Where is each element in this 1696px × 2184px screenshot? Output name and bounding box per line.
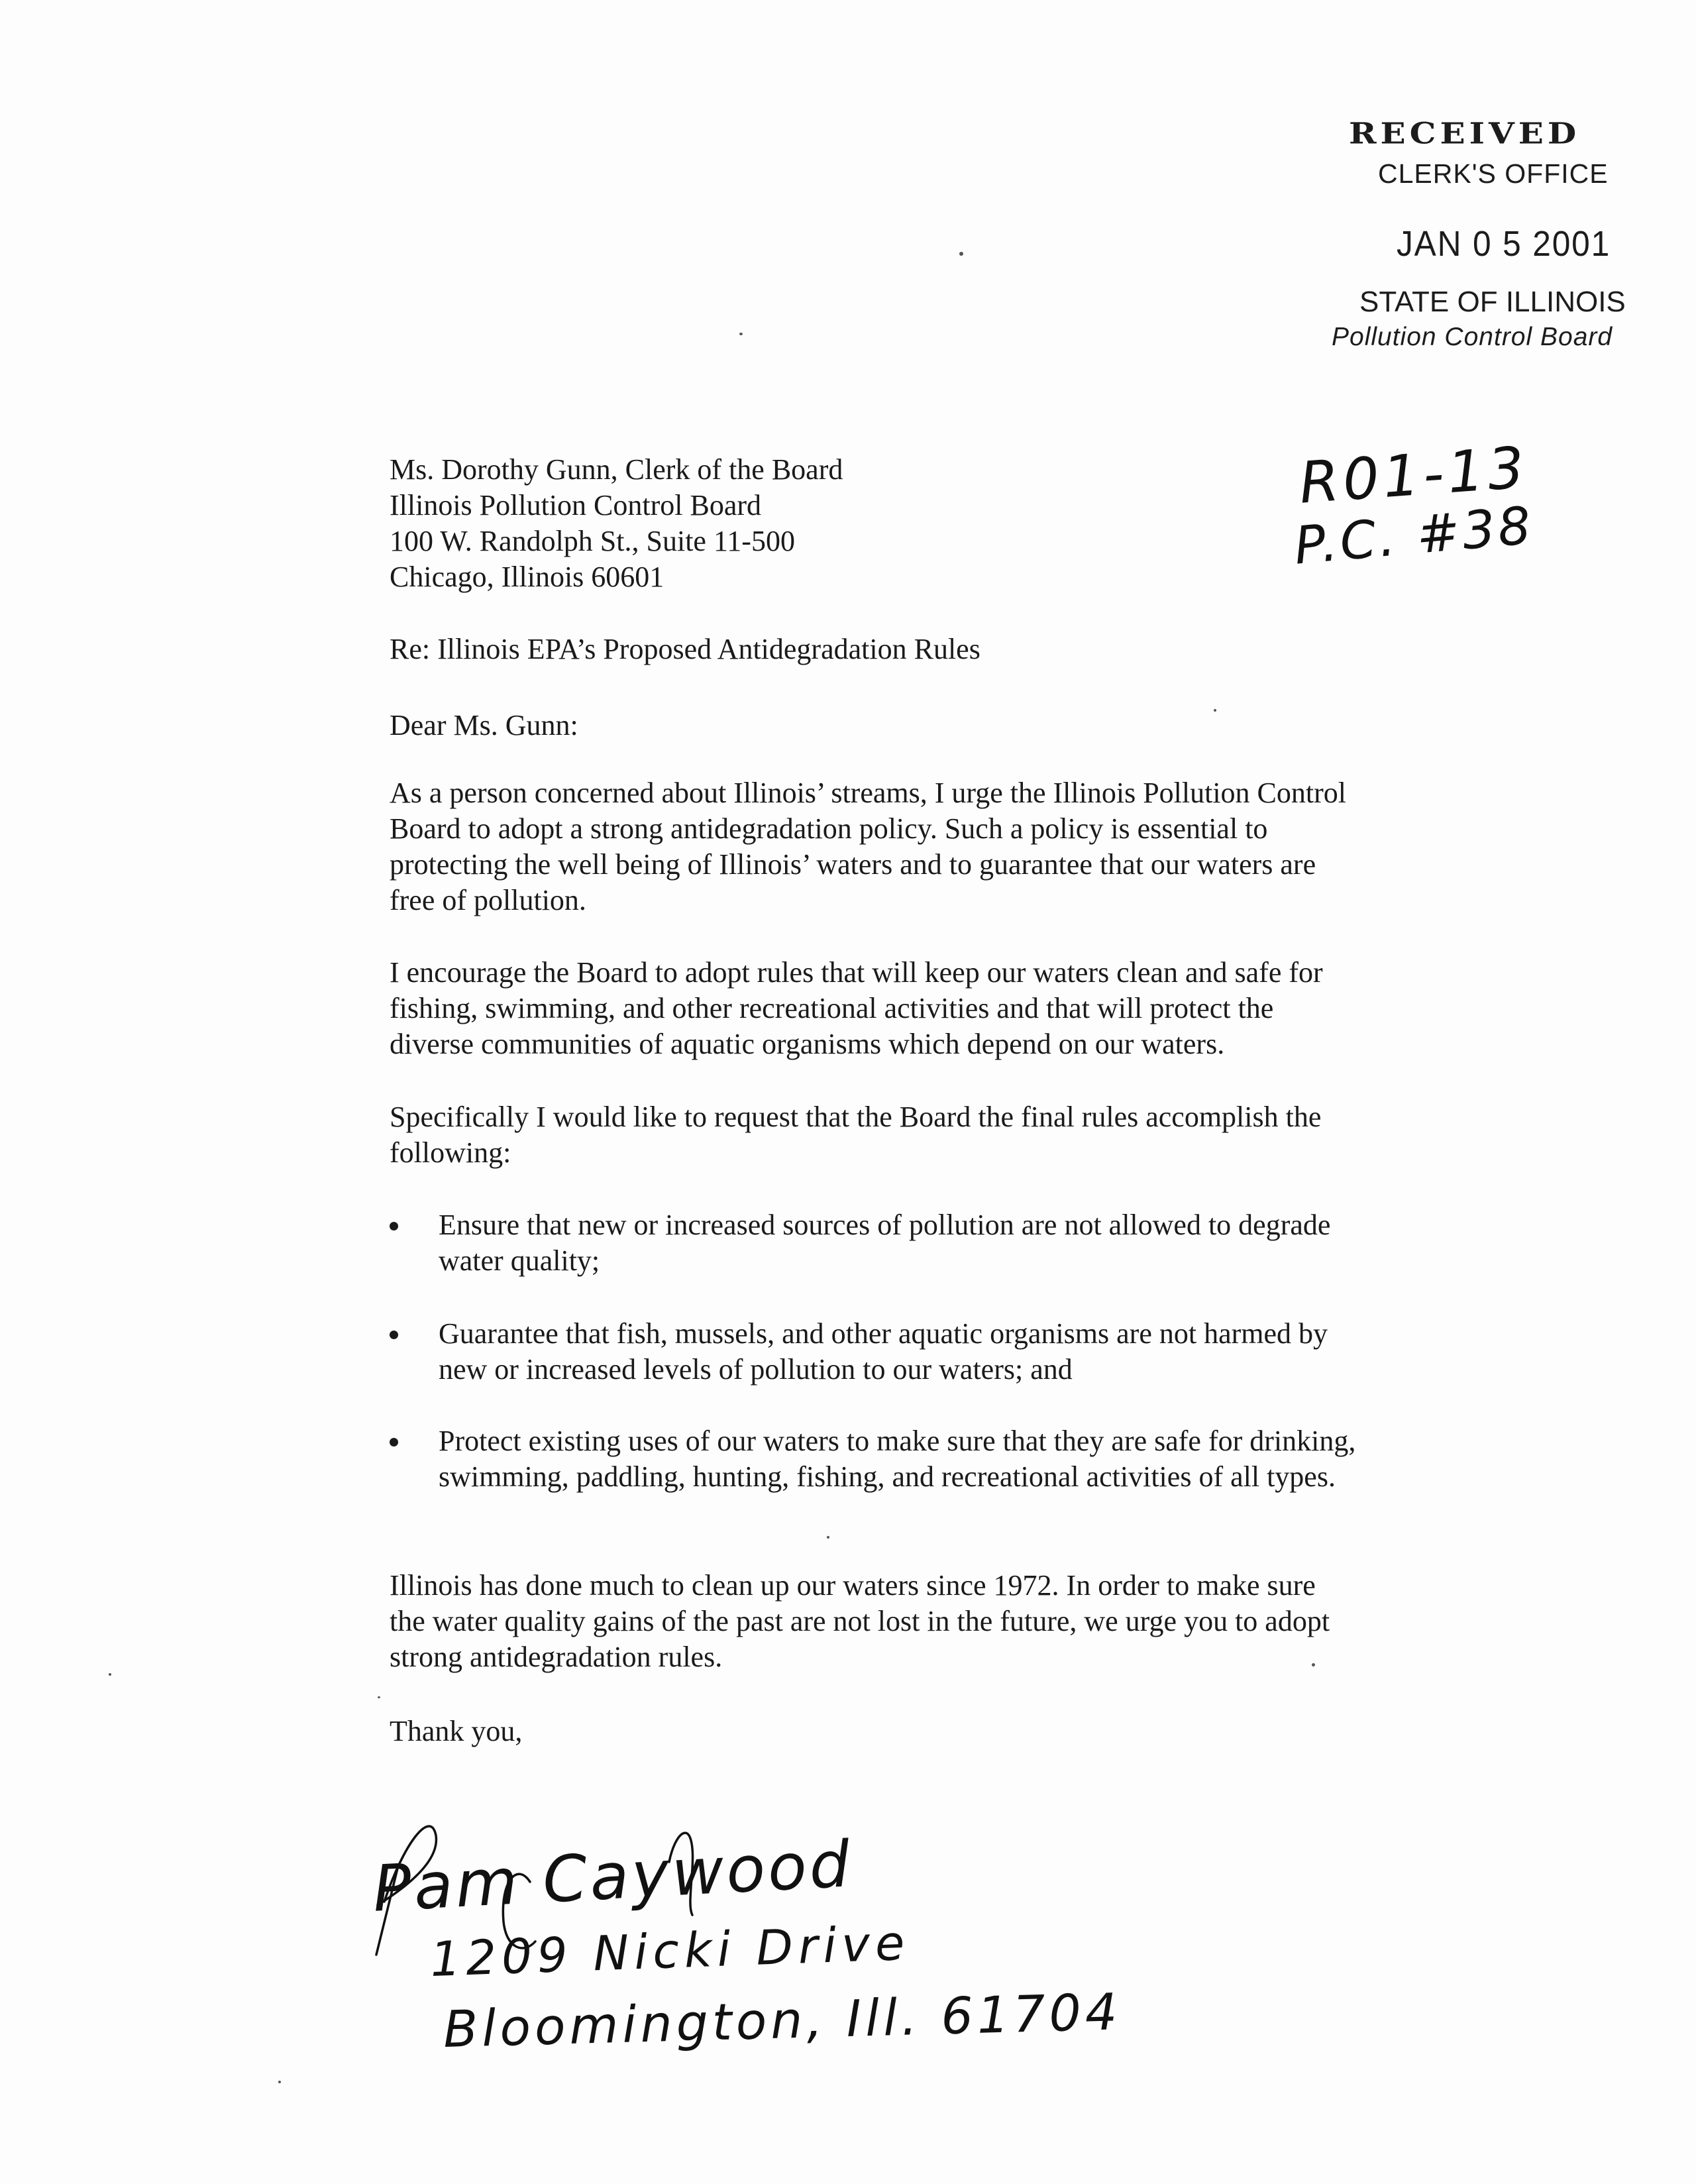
- bullet-icon: [390, 1331, 398, 1339]
- recipient-address: [390, 452, 843, 595]
- paragraph-line: Board to adopt a strong antidegradation policy. Such a policy is essential to: [390, 812, 1268, 845]
- signature-name: Pam Caywood: [371, 1827, 855, 1926]
- docket-note-line2: P.C. #38: [1292, 496, 1536, 576]
- paragraph-line: diverse communities of aquatic organisms which depend on our waters.: [390, 1028, 1225, 1060]
- bullet-line: Ensure that new or increased sources of pollution are not allowed to degrade: [439, 1209, 1331, 1241]
- recipient-line: Ms. Dorothy Gunn, Clerk of the Board: [390, 453, 843, 486]
- stamp-state-label: STATE OF ILLINOIS: [1359, 286, 1626, 318]
- paragraph-line: Illinois has done much to clean up our waters since 1972. In order to make sure: [390, 1569, 1316, 1602]
- scan-speck: [739, 333, 743, 335]
- scan-speck: [378, 1696, 380, 1698]
- paragraph-line: following:: [390, 1136, 511, 1169]
- paragraph-line: As a person concerned about Illinois’ streams, I urge the Illinois Pollution Control: [390, 777, 1347, 809]
- scan-speck: [109, 1673, 111, 1676]
- paragraph-2: [390, 955, 1323, 1062]
- stamp-date: JAN 0 5 2001: [1397, 224, 1611, 264]
- docket-note: [1292, 434, 1557, 603]
- docket-note-line1: R01-13: [1297, 434, 1530, 517]
- closing: Thank you,: [390, 1715, 523, 1747]
- paragraph-4: [390, 1568, 1330, 1675]
- paragraph-line: Specifically I would like to request that the Board the final rules accomplish the: [390, 1101, 1322, 1133]
- paragraph-line: I encourage the Board to adopt rules that will keep our waters clean and safe for: [390, 956, 1323, 989]
- scan-speck: [959, 252, 963, 256]
- signature-block: [358, 1789, 1153, 2081]
- recipient-line: Illinois Pollution Control Board: [390, 489, 762, 521]
- paragraph-line: strong antidegradation rules.: [390, 1641, 723, 1673]
- bullet-line: swimming, paddling, hunting, fishing, and recreational activities of all types.: [439, 1460, 1336, 1493]
- scan-speck: [827, 1536, 829, 1539]
- scan-speck: [278, 2081, 281, 2083]
- paragraph-line: free of pollution.: [390, 884, 586, 916]
- bullet-icon: [390, 1438, 398, 1447]
- bullet-icon: [390, 1222, 398, 1230]
- stamp-office-label: CLERK'S OFFICE: [1378, 158, 1609, 189]
- paragraph-line: the water quality gains of the past are not lost in the future, we urge you to adopt: [390, 1605, 1330, 1637]
- signature-address-line2: Bloomington, Ill. 61704: [443, 1982, 1122, 2059]
- stamp-received-label: RECEIVED: [1349, 116, 1581, 150]
- paragraph-3: [390, 1099, 1321, 1171]
- bullet-line: Protect existing uses of our waters to make sure that they are safe for drinking,: [439, 1425, 1356, 1457]
- salutation: Dear Ms. Gunn:: [390, 709, 578, 741]
- bullet-line: Guarantee that fish, mussels, and other aquatic organisms are not harmed by: [439, 1317, 1328, 1350]
- bullet-line: water quality;: [439, 1244, 600, 1277]
- scan-speck: [1214, 709, 1216, 712]
- paragraph-line: protecting the well being of Illinois’ waters and to guarantee that our waters are: [390, 848, 1316, 881]
- bullet-line: new or increased levels of pollution to our waters; and: [439, 1353, 1073, 1386]
- recipient-line: 100 W. Randolph St., Suite 11-500: [390, 525, 795, 557]
- subject-line: Re: Illinois EPA’s Proposed Antidegradation Rules: [390, 633, 980, 665]
- recipient-line: Chicago, Illinois 60601: [390, 561, 664, 593]
- paragraph-line: fishing, swimming, and other recreational activities and that will protect the: [390, 992, 1274, 1024]
- signature-address-line1: 1209 Nicki Drive: [429, 1914, 911, 1987]
- scan-speck: [1312, 1663, 1315, 1666]
- stamp-board-label: Pollution Control Board: [1332, 323, 1613, 351]
- paragraph-1: [390, 775, 1346, 918]
